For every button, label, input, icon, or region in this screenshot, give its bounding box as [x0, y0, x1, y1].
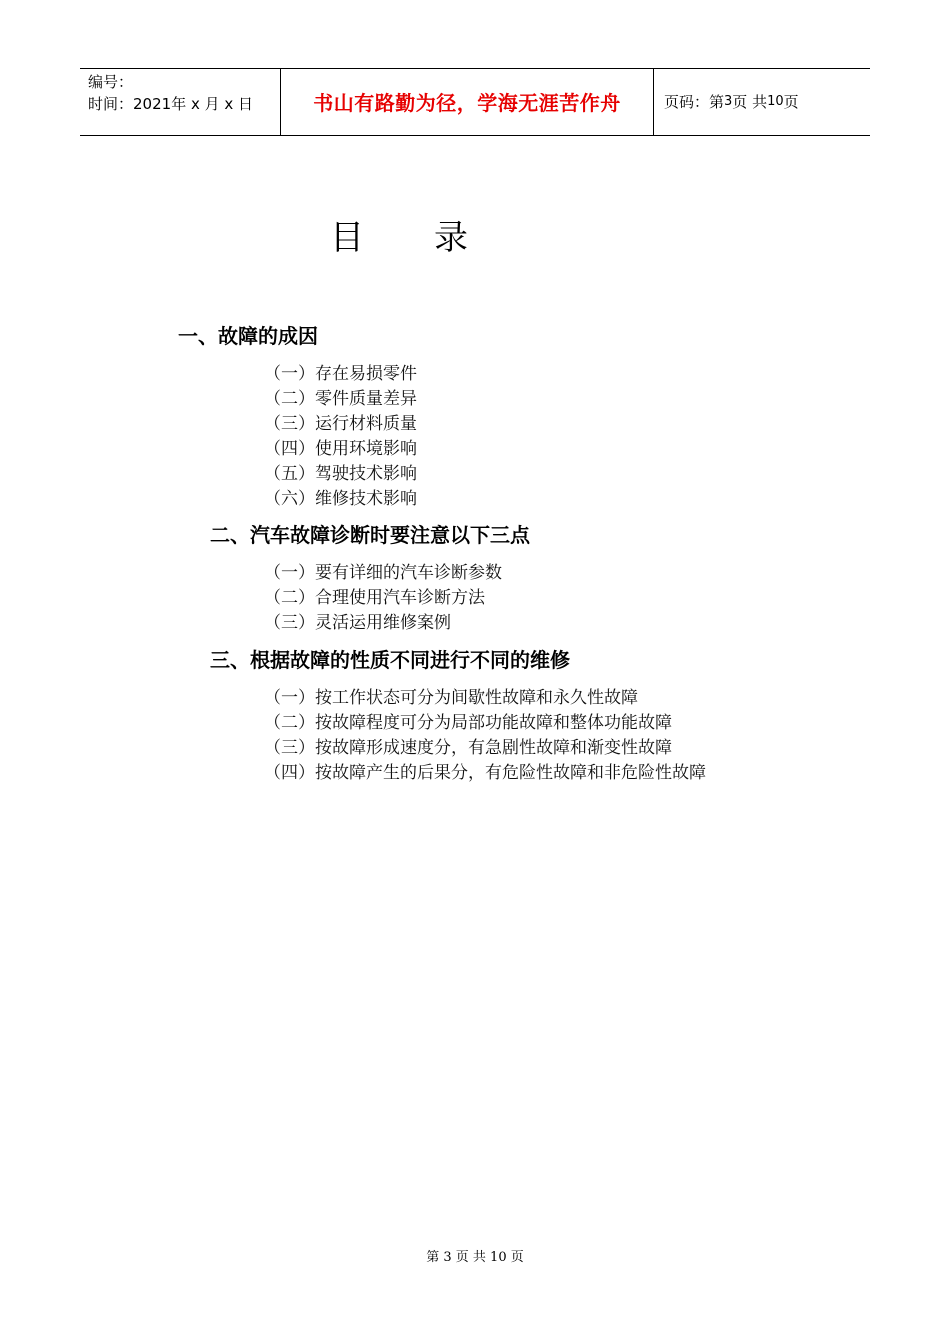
toc-item: （三）按故障形成速度分，有急剧性故障和渐变性故障: [264, 738, 672, 758]
header-info-cell: [80, 69, 281, 135]
page-prefix: 页码：第: [664, 92, 725, 111]
header-motto: 书山有路勤为径，学海无涯苦作舟: [281, 69, 654, 135]
page-current: 3: [724, 93, 733, 109]
toc-title-char-2: 录: [434, 218, 468, 258]
time-label: 时间：: [88, 95, 134, 113]
page-header: [80, 68, 870, 136]
toc-item: （五）驾驶技术影响: [264, 464, 417, 484]
toc-item: （四）使用环境影响: [264, 439, 417, 459]
toc-item: （四）按故障产生的后果分，有危险性故障和非危险性故障: [264, 763, 706, 783]
toc-item: （三）灵活运用维修案例: [264, 613, 451, 633]
toc-section-heading-3: 三、根据故障的性质不同进行不同的维修: [210, 648, 570, 672]
page-suffix: 页: [783, 92, 799, 111]
header-page-info: [654, 69, 870, 135]
toc-item: （二）零件质量差异: [264, 389, 417, 409]
toc-item: （一）存在易损零件: [264, 364, 417, 384]
toc-item: （一）按工作状态可分为间歇性故障和永久性故障: [264, 688, 638, 708]
page-mid: 页 共: [732, 92, 768, 111]
time-year: 2021: [133, 95, 172, 113]
time-line: [88, 93, 280, 115]
toc-item: （一）要有详细的汽车诊断参数: [264, 563, 502, 583]
number-label: 编号：: [88, 73, 134, 91]
toc-item: （三）运行材料质量: [264, 414, 417, 434]
page-footer: 第 3 页 共 10 页: [426, 1250, 524, 1265]
toc-title: [330, 210, 468, 259]
time-rest: 年 x 月 x 日: [171, 95, 254, 113]
toc-item: （六）维修技术影响: [264, 489, 417, 509]
toc-item: （二）合理使用汽车诊断方法: [264, 588, 485, 608]
toc-section-heading-1: 一、故障的成因: [178, 324, 318, 348]
toc-section-heading-2: 二、汽车故障诊断时要注意以下三点: [210, 523, 530, 547]
toc-title-char-1: 目: [330, 218, 364, 258]
toc-item: （二）按故障程度可分为局部功能故障和整体功能故障: [264, 713, 672, 733]
page-total: 10: [767, 93, 784, 109]
